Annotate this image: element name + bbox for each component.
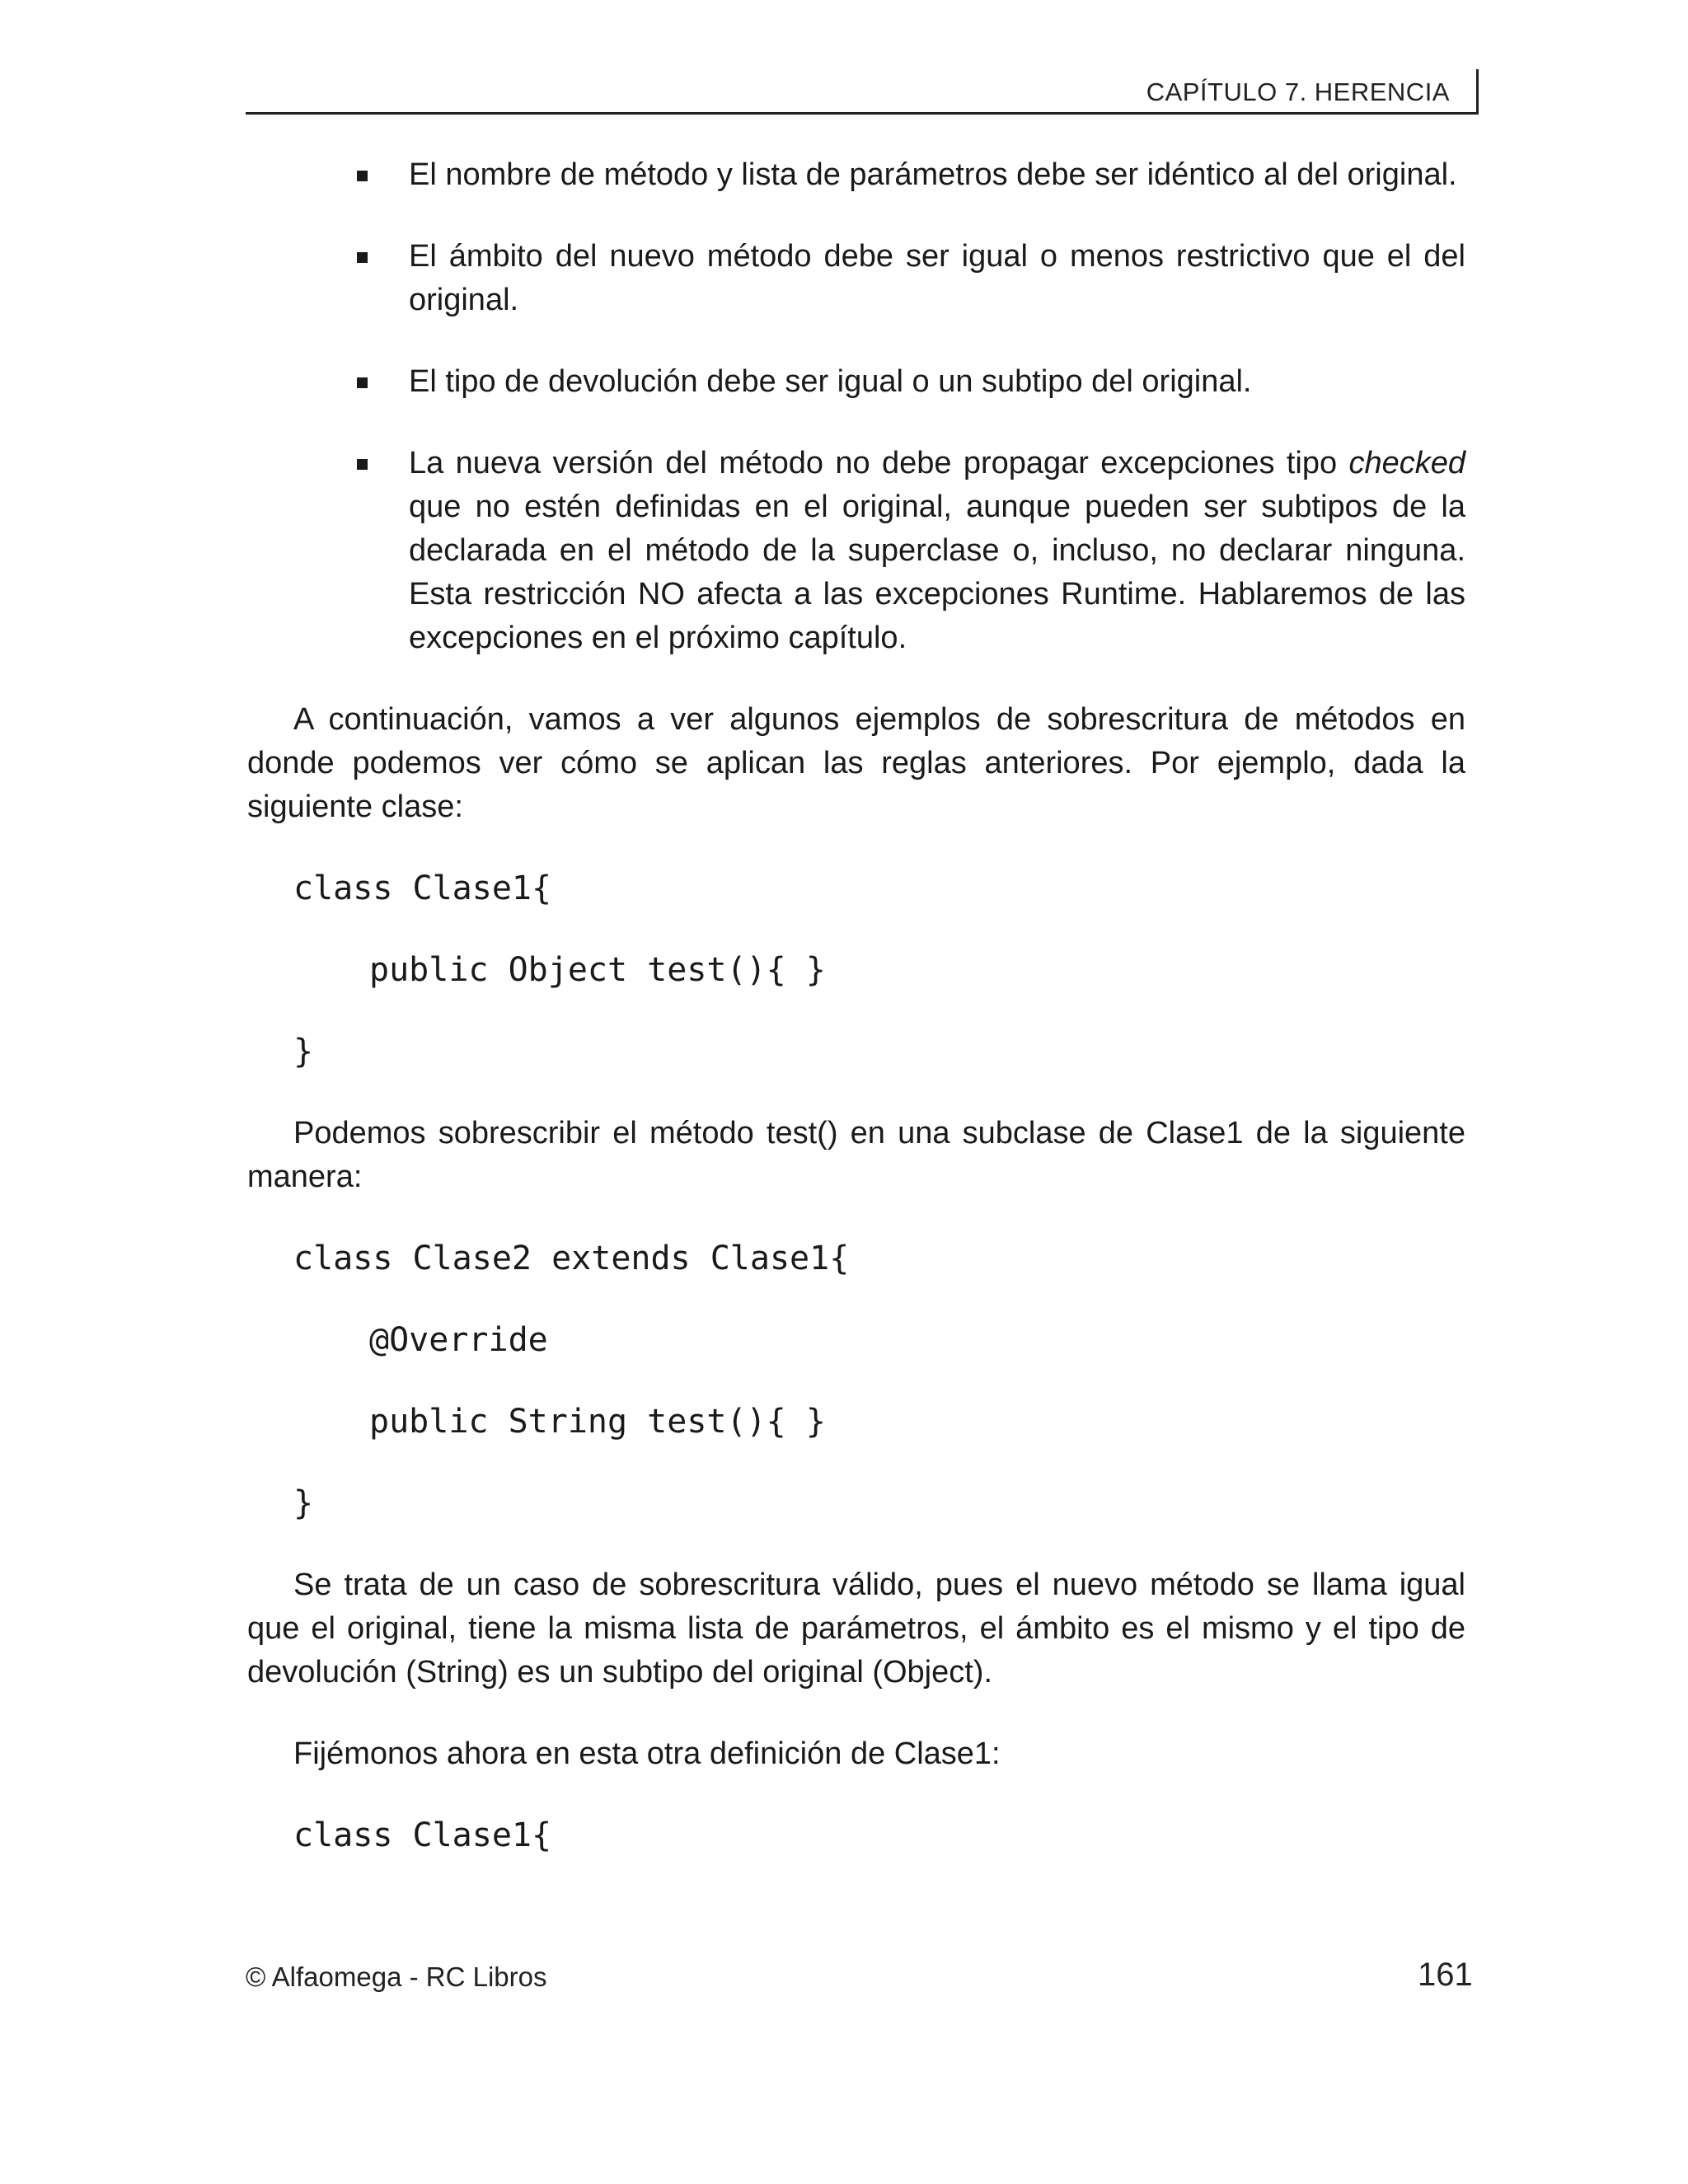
code-line: } bbox=[293, 1033, 314, 1071]
paragraph-override: Podemos sobrescribir el método test() en una subclase de Clase1 de la siguiente manera: bbox=[247, 1116, 1465, 1194]
page-content bbox=[247, 153, 1465, 1896]
list-item bbox=[247, 153, 1465, 197]
code-line: } bbox=[293, 1484, 314, 1522]
list-item-text: El tipo de devolución debe ser igual o un subtipo del original. bbox=[409, 364, 1252, 399]
footer-publisher: © Alfaomega - RC Libros bbox=[246, 1961, 547, 1992]
code-line: class Clase1{ bbox=[293, 869, 552, 907]
code-line: class Clase1{ bbox=[293, 1816, 552, 1854]
emphasis-checked: checked bbox=[1348, 446, 1465, 480]
page-number: 161 bbox=[1418, 1957, 1473, 1993]
rules-list bbox=[247, 153, 1465, 660]
square-bullet-icon bbox=[357, 459, 368, 470]
code-line: public String test(){ } bbox=[369, 1403, 826, 1441]
list-item-text: El ámbito del nuevo método debe ser igual o menos restrictivo que el del original. bbox=[409, 239, 1465, 317]
code-line: public Object test(){ } bbox=[369, 951, 826, 989]
list-item bbox=[247, 360, 1465, 404]
paragraph-explanation: Se trata de un caso de sobrescritura válido, pues el nuevo método se llama igual que el original, tiene la misma lista de parámetros, el ámbito es el mismo y el tipo de devolución (String) es un subtipo del original (Object). bbox=[247, 1568, 1465, 1690]
running-header bbox=[246, 69, 1479, 115]
square-bullet-icon bbox=[357, 252, 368, 263]
list-item-text-start: La nueva versión del método no debe propagar excepciones tipo bbox=[409, 446, 1349, 480]
list-item bbox=[247, 235, 1465, 322]
code-line: @Override bbox=[369, 1321, 548, 1359]
list-item bbox=[247, 442, 1465, 660]
chapter-title: CAPÍTULO 7. HERENCIA bbox=[1146, 77, 1450, 106]
paragraph-next: Fijémonos ahora en esta otra definición de Clase1: bbox=[293, 1736, 1001, 1771]
list-item-text-end: que no estén definidas en el original, aunque pueden ser subtipos de la declarada en el método de la superclase o, incluso, no declarar ninguna. Esta restricción NO afecta a las excepciones Runtime. Hablaremos de las excepciones en el próximo capítulo. bbox=[409, 490, 1465, 655]
code-line: class Clase2 extends Clase1{ bbox=[293, 1240, 850, 1277]
square-bullet-icon bbox=[357, 377, 368, 388]
list-item-text: El nombre de método y lista de parámetros debe ser idéntico al del original. bbox=[409, 157, 1457, 192]
paragraph-intro: A continuación, vamos a ver algunos ejemplos de sobrescritura de métodos en donde podemos ver cómo se aplican las reglas anteriores. Por ejemplo, dada la siguiente clase: bbox=[247, 702, 1465, 824]
square-bullet-icon bbox=[357, 171, 368, 181]
